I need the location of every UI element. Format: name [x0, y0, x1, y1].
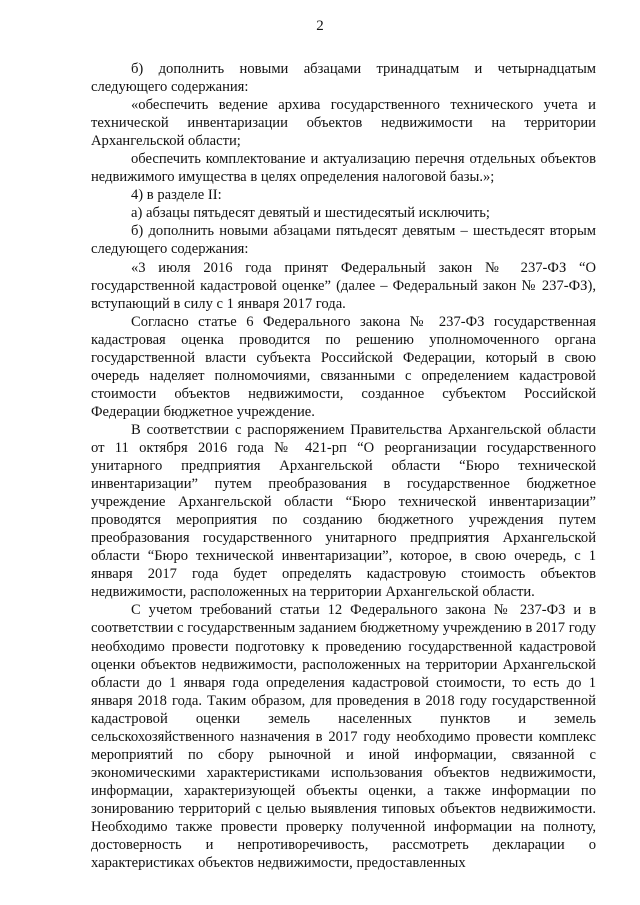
- paragraph-federal-law: «3 июля 2016 года принят Федеральный закон № 237-ФЗ “О государственной кадастровой оценке” (далее – Федеральный закон № 237-ФЗ), вступающий в силу с 1 января 2017 года.: [91, 259, 596, 312]
- paragraph-amendment-b-intro: б) дополнить новыми абзацами тринадцатым и четырнадцатым следующего содержания:: [91, 61, 596, 96]
- paragraph-archive: «обеспечить ведение архива государственного технического учета и технической инвентаризации объектов недвижимости на территории Архангельской области;: [91, 97, 596, 150]
- paragraph-add-clauses: б) дополнить новыми абзацами пятьдесят девятым – шестьдесят вторым следующего содержания:: [91, 223, 596, 258]
- paragraph-section-ii: 4) в разделе II:: [131, 187, 222, 204]
- paragraph-article-12: С учетом требований статьи 12 Федерального закона № 237-ФЗ и в соответствии с государственным заданием бюджетному учреждению в 2017 году необходимо провести подготовку к проведению государственной кадастровой оценки объектов недвижимости, расположенных на территории Архангельской области до 1 января года определения кадастровой стоимости, то есть до 1 января 2018 года. Таким образом, для проведения в 2018 году государственной кадастровой оценки земель населенных пунктов и земель сельскохозяйственного назначения в 2017 году необходимо провести комплекс мероприятий по сбору рыночной и иной информации, связанной с экономическими характеристиками использования объектов недвижимости, информации, характеризующей объекты оценки, а также информации по зонированию территорий с целью выявления типовых объектов недвижимости. Необходимо также провести проверку полученной информации на полноту, достоверность и непротиворечивость, рассмотреть декларации о характеристиках объектов недвижимости, предоставленных: [91, 602, 596, 872]
- paragraph-exclude-clauses: а) абзацы пятьдесят девятый и шестидесятый исключить;: [131, 205, 490, 222]
- document-body: [91, 60, 596, 872]
- paragraph-property-list: обеспечить комплектование и актуализацию перечня отдельных объектов недвижимого имущества в целях определения налоговой базы.»;: [91, 151, 596, 186]
- paragraph-government-order: В соответствии с распоряжением Правительства Архангельской области от 11 октября 2016 года № 421-рп “О реорганизации государственного унитарного предприятия Архангельской области “Бюро технической инвентаризации” путем преобразования в государственное бюджетное учреждение Архангельской области “Бюро технической инвентаризации” проводятся мероприятия по созданию бюджетного учреждения путем преобразования государственного унитарного предприятия Архангельской области “Бюро технической инвентаризации”, которое, в свою очередь, с 1 января 2017 года будет определять кадастровую стоимость объектов недвижимости, расположенных на территории Архангельской области.: [91, 421, 596, 601]
- page-number: 2: [316, 18, 324, 34]
- paragraph-article-6: Согласно статье 6 Федерального закона № 237-ФЗ государственная кадастровая оценка проводится по решению уполномоченного органа государственной власти субъекта Российской Федерации, который в свою очередь наделяет полномочиями, связанными с определением кадастровой стоимости объектов недвижимости, созданное субъектом Российской Федерации бюджетное учреждение.: [91, 313, 596, 420]
